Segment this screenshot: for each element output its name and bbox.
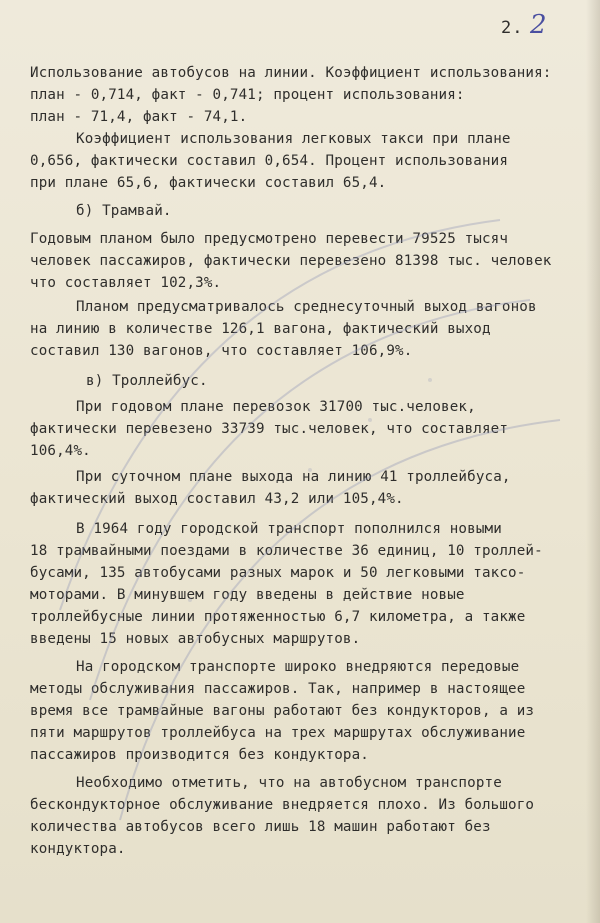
text-line: При суточном плане выхода на линию 41 троллейбуса, <box>76 469 511 485</box>
section-heading-trolleybus: в) Троллейбус. <box>86 373 208 389</box>
text-line: время все трамвайные вагоны работают без кондукторов, а из <box>30 703 535 719</box>
section-heading-tram: б) Трамвай. <box>76 203 172 219</box>
text-line: троллейбусные линии протяженностью 6,7 километра, а также <box>30 609 526 625</box>
text-line: На городском транспорте широко внедряются передовые <box>76 659 520 675</box>
text-line: 18 трамвайными поездами в количестве 36 единиц, 10 троллей- <box>30 543 543 559</box>
text-line: план - 71,4, факт - 74,1. <box>30 109 248 125</box>
text-line: что составляет 102,3%. <box>30 275 222 291</box>
text-line: человек пассажиров, фактически перевезено 81398 тыс. человек <box>30 253 552 269</box>
text-line: введены 15 новых автобусных маршрутов. <box>30 631 361 647</box>
text-line: При годовом плане перевозок 31700 тыс.человек, <box>76 399 476 415</box>
handwritten-page-number: 2 <box>530 10 547 40</box>
text-line: Годовым планом было предусмотрено перевести 79525 тысяч <box>30 231 509 247</box>
text-line: фактически перевезено 33739 тыс.человек, что составляет <box>30 421 509 437</box>
text-line: количества автобусов всего лишь 18 машин работают без <box>30 819 491 835</box>
text-line: составил 130 вагонов, что составляет 106,9%. <box>30 343 413 359</box>
text-line: бусами, 135 автобусами разных марок и 50 легковыми таксо- <box>30 565 526 581</box>
text-line: Планом предусматривалось среднесуточный выход вагонов <box>76 299 537 315</box>
text-line: 106,4%. <box>30 443 91 459</box>
text-line: Коэффициент использования легковых такси при плане <box>76 131 511 147</box>
text-line: 0,656, фактически составил 0,654. Процент использования <box>30 153 509 169</box>
text-line: моторами. В минувшем году введены в действие новые <box>30 587 465 603</box>
text-line: В 1964 году городской транспорт пополнился новыми <box>76 521 502 537</box>
text-line: Необходимо отметить, что на автобусном транспорте <box>76 775 502 791</box>
text-line: Использование автобусов на линии. Коэффициент использования: <box>30 65 552 81</box>
text-line: фактический выход составил 43,2 или 105,4%. <box>30 491 404 507</box>
text-line: пяти маршрутов троллейбуса на трех маршрутах обслуживание <box>30 725 526 741</box>
text-line: кондуктора. <box>30 841 126 857</box>
text-line: бескондукторное обслуживание внедряется плохо. Из большого <box>30 797 535 813</box>
page-edge-shadow <box>586 0 600 923</box>
text-line: на линию в количестве 126,1 вагона, фактический выход <box>30 321 491 337</box>
text-line: при плане 65,6, фактически составил 65,4. <box>30 175 387 191</box>
text-line: методы обслуживания пассажиров. Так, например в настоящее <box>30 681 526 697</box>
text-line: пассажиров производится без кондуктора. <box>30 747 369 763</box>
page-number: 2. <box>501 18 524 38</box>
text-line: план - 0,714, факт - 0,741; процент использования: <box>30 87 465 103</box>
